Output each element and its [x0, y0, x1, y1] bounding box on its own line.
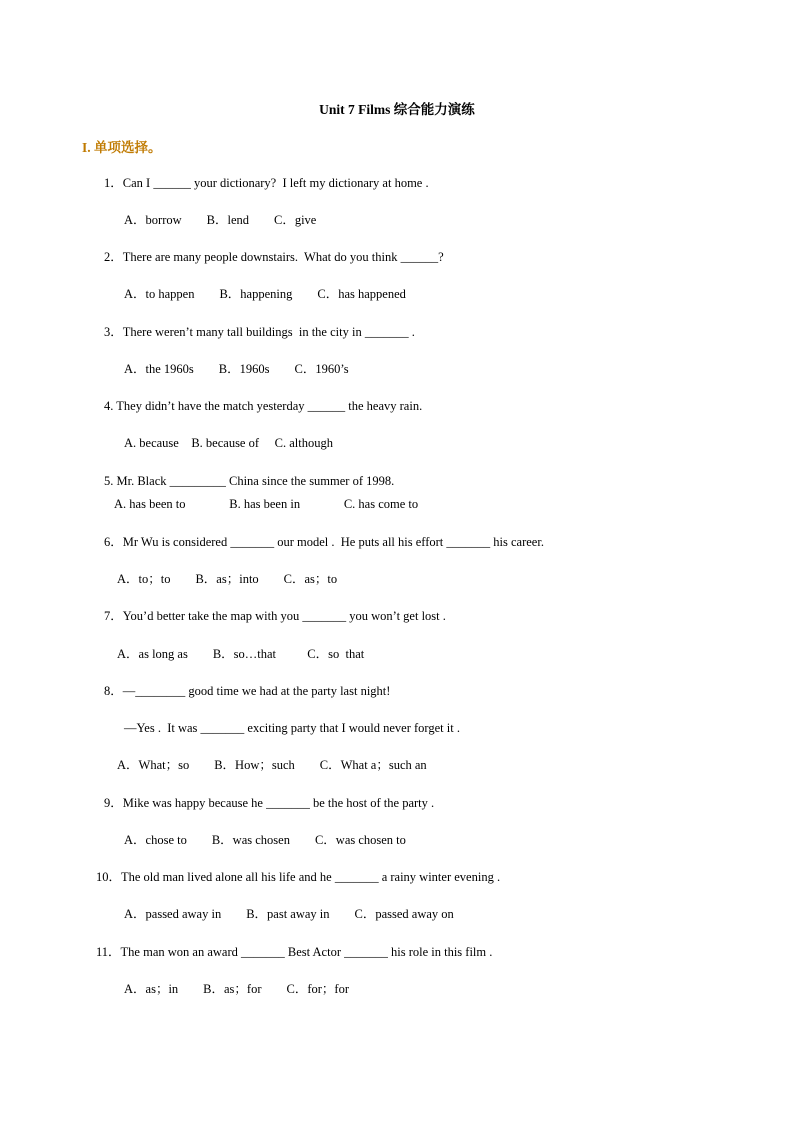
question-5-stem: 5. Mr. Black _________ China since the summer of 1998. [104, 474, 395, 488]
question-8-reply: —Yes . It was _______ exciting party that I would never forget it . [124, 721, 460, 735]
answer-blank: _______ [266, 796, 310, 810]
answer-blank: _______ [334, 870, 379, 884]
question-4-stem: 4. They didn’t have the match yesterday ______ the heavy rain. [104, 399, 423, 413]
question-6-stem: 6．Mr Wu is considered _______ our model . He puts all his effort _______ his career. [104, 535, 544, 549]
answer-blank: _______ [344, 945, 388, 959]
question-11-stem: 11．The man won an award _______ Best Actor _______ his role in this film . [96, 945, 493, 959]
question-11-options: A．as；in B．as；for C．for；for [124, 982, 349, 996]
page-title: Unit 7 Films 综合能力演练 [319, 102, 475, 117]
question-2-stem: 2．There are many people downstairs. What do you think ______? [104, 250, 444, 264]
question-2-options: A．to happen B．happening C．has happened [124, 287, 406, 301]
question-8-stem: 8．—________ good time we had at the party last night! [104, 684, 391, 698]
answer-blank: _______ [364, 325, 409, 339]
question-4-options: A. because B. because of C. although [124, 436, 333, 450]
answer-blank: _______ [230, 535, 275, 549]
answer-blank: ______ [400, 250, 439, 264]
question-10-stem: 10．The old man lived alone all his life and he _______ a rainy winter evening . [96, 870, 501, 884]
question-1-options: A．borrow B．lend C．give [124, 213, 317, 227]
question-10-options: A．passed away in B．past away in C．passed away on [124, 907, 454, 921]
section-heading: I. 单项选择。 [82, 140, 162, 155]
question-7-options: A．as long as B．so…that C．so that [117, 647, 365, 661]
question-9-options: A．chose to B．was chosen C．was chosen to [124, 833, 406, 847]
question-1-stem: 1．Can I ______ your dictionary? I left my dictionary at home . [104, 176, 429, 190]
answer-blank: _______ [240, 945, 285, 959]
answer-blank: _________ [169, 474, 226, 488]
question-3-stem: 3．There weren’t many tall buildings in the city in _______ . [104, 325, 415, 339]
question-7-stem: 7．You’d better take the map with you _______ you won’t get lost . [104, 609, 446, 623]
question-3-options: A．the 1960s B．1960s C．1960’s [124, 362, 349, 376]
answer-blank: _______ [446, 535, 491, 549]
answer-blank: ______ [307, 399, 346, 413]
answer-blank: ________ [135, 684, 186, 698]
question-8-options: A．What；so B．How；such C．What a；such an [117, 758, 427, 772]
question-6-options: A．to；to B．as；into C．as；to [117, 572, 338, 586]
question-5-options: A. has been to B. has been in C. has come to [114, 497, 419, 511]
question-9-stem: 9．Mike was happy because he _______ be the host of the party . [104, 796, 435, 810]
answer-blank: _______ [302, 609, 347, 623]
answer-blank: _______ [200, 721, 245, 735]
answer-blank: ______ [153, 176, 191, 190]
